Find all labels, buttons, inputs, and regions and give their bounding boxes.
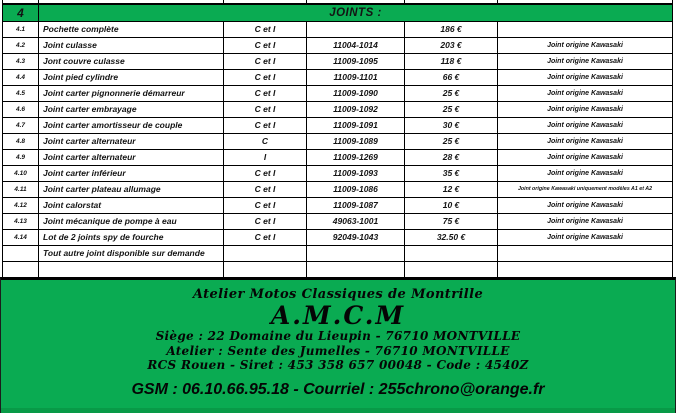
table-row: [3, 149, 673, 165]
item-reference: 11009-1269: [307, 149, 405, 165]
item-note: Joint origine Kawasaki: [498, 37, 673, 53]
item-description: Joint carter amortisseur de couple: [39, 117, 224, 133]
table-row: [3, 245, 673, 261]
item-note: Joint origine Kawasaki: [498, 101, 673, 117]
item-note: Joint origine Kawasaki: [498, 197, 673, 213]
joints-price-table: [2, 0, 673, 278]
item-price: 25 €: [405, 133, 498, 149]
company-name: Atelier Motos Classiques de Montrille: [192, 287, 484, 302]
row-number: 4.1: [3, 21, 39, 37]
item-usage: C et I: [224, 85, 307, 101]
table-row: [3, 85, 673, 101]
item-note: [498, 21, 673, 37]
item-price: 203 €: [405, 37, 498, 53]
row-number: 4.8: [3, 133, 39, 149]
item-description: Pochette complète: [39, 21, 224, 37]
item-reference: 11009-1093: [307, 165, 405, 181]
item-note: [498, 245, 673, 261]
table-row: [3, 69, 673, 85]
item-reference: [307, 21, 405, 37]
item-note: Joint origine Kawasaki: [498, 53, 673, 69]
item-reference: 11009-1090: [307, 85, 405, 101]
table-row: [3, 133, 673, 149]
item-description: Lot de 2 joints spy de fourche: [39, 229, 224, 245]
table-row: [3, 165, 673, 181]
row-number: 4.7: [3, 117, 39, 133]
item-description: Joint pied cylindre: [39, 69, 224, 85]
item-usage: C: [224, 133, 307, 149]
item-price: 28 €: [405, 149, 498, 165]
item-note: Joint origine Kawasaki: [498, 69, 673, 85]
item-reference: 11009-1091: [307, 117, 405, 133]
siege-address: Siège : 22 Domaine du Lieupin - 76710 MONTVILLE: [155, 329, 521, 343]
item-note: Joint origine Kawasaki: [498, 213, 673, 229]
item-usage: C et I: [224, 37, 307, 53]
contact-info: GSM : 06.10.66.95.18 - Courriel : 255chrono@orange.fr: [131, 380, 545, 398]
item-description: Jont couvre culasse: [39, 53, 224, 69]
item-price: 25 €: [405, 101, 498, 117]
item-usage: C et I: [224, 117, 307, 133]
item-price: 10 €: [405, 197, 498, 213]
item-price: 75 €: [405, 213, 498, 229]
item-note: Joint origine Kawasaki uniquement modèles A1 et A2: [498, 181, 673, 197]
row-number: 4.11: [3, 181, 39, 197]
rcs-siret-info: RCS Rouen - Siret : 453 358 657 00048 - Code : 4540Z: [147, 358, 529, 373]
item-reference: 11004-1014: [307, 37, 405, 53]
row-number: 4.2: [3, 37, 39, 53]
item-reference: 92049-1043: [307, 229, 405, 245]
item-price: 30 €: [405, 117, 498, 133]
row-number: 4.14: [3, 229, 39, 245]
item-description: Joint carter pignonnerie démarreur: [39, 85, 224, 101]
item-reference: [307, 245, 405, 261]
item-description: Joint mécanique de pompe à eau: [39, 213, 224, 229]
item-usage: C et I: [224, 101, 307, 117]
row-number: [3, 261, 39, 277]
item-reference: 49063-1001: [307, 213, 405, 229]
row-number: 4.12: [3, 197, 39, 213]
item-description: Joint culasse: [39, 37, 224, 53]
item-usage: C et I: [224, 197, 307, 213]
row-number: 4.13: [3, 213, 39, 229]
table-row: [3, 21, 673, 37]
atelier-address: Atelier : Sente des Jumelles - 76710 MONTVILLE: [166, 343, 510, 358]
item-price: 66 €: [405, 69, 498, 85]
item-price: 32.50 €: [405, 229, 498, 245]
item-reference: 11009-1087: [307, 197, 405, 213]
item-note: Joint origine Kawasaki: [498, 133, 673, 149]
row-number: 4.5: [3, 85, 39, 101]
item-usage: C et I: [224, 213, 307, 229]
item-description: Joint carter inférieur: [39, 165, 224, 181]
item-price: [405, 261, 498, 277]
item-description: Joint carter plateau allumage: [39, 181, 224, 197]
section-header-row: [3, 4, 673, 21]
company-acronym: A.M.C.M: [270, 301, 406, 330]
table-row: [3, 117, 673, 133]
item-usage: I: [224, 149, 307, 165]
table-row: [3, 53, 673, 69]
item-description: Tout autre joint disponible sur demande: [39, 245, 224, 261]
item-usage: C et I: [224, 229, 307, 245]
table-row: [3, 213, 673, 229]
row-number: 4.4: [3, 69, 39, 85]
item-description: [39, 261, 224, 277]
item-price: [405, 245, 498, 261]
item-note: Joint origine Kawasaki: [498, 149, 673, 165]
item-description: Joint carter alternateur: [39, 149, 224, 165]
footer-banner: [0, 277, 676, 413]
item-price: 12 €: [405, 181, 498, 197]
item-description: Joint calorstat: [39, 197, 224, 213]
table-row: [3, 101, 673, 117]
item-usage: [224, 245, 307, 261]
table-row: [3, 197, 673, 213]
item-reference: 11009-1095: [307, 53, 405, 69]
item-note: Joint origine Kawasaki: [498, 229, 673, 245]
item-price: 186 €: [405, 21, 498, 37]
item-note: [498, 261, 673, 277]
table-row: [3, 181, 673, 197]
item-usage: C et I: [224, 53, 307, 69]
item-reference: 11009-1089: [307, 133, 405, 149]
item-reference: 11009-1086: [307, 181, 405, 197]
item-usage: C et I: [224, 21, 307, 37]
row-number: 4.3: [3, 53, 39, 69]
item-note: Joint origine Kawasaki: [498, 85, 673, 101]
item-price: 25 €: [405, 85, 498, 101]
item-description: Joint carter alternateur: [39, 133, 224, 149]
item-price: 118 €: [405, 53, 498, 69]
item-usage: [224, 261, 307, 277]
table-row: [3, 261, 673, 277]
table-row: [3, 37, 673, 53]
table-row: [3, 229, 673, 245]
section-number: 4: [3, 4, 39, 21]
item-note: Joint origine Kawasaki: [498, 117, 673, 133]
item-price: 35 €: [405, 165, 498, 181]
section-title: JOINTS :: [39, 4, 673, 21]
item-reference: 11009-1092: [307, 101, 405, 117]
item-reference: 11009-1101: [307, 69, 405, 85]
row-number: 4.9: [3, 149, 39, 165]
item-reference: [307, 261, 405, 277]
item-usage: C et I: [224, 165, 307, 181]
row-number: [3, 245, 39, 261]
item-description: Joint carter embrayage: [39, 101, 224, 117]
item-note: Joint origine Kawasaki: [498, 165, 673, 181]
item-usage: C et I: [224, 181, 307, 197]
row-number: 4.10: [3, 165, 39, 181]
row-number: 4.6: [3, 101, 39, 117]
item-usage: C et I: [224, 69, 307, 85]
